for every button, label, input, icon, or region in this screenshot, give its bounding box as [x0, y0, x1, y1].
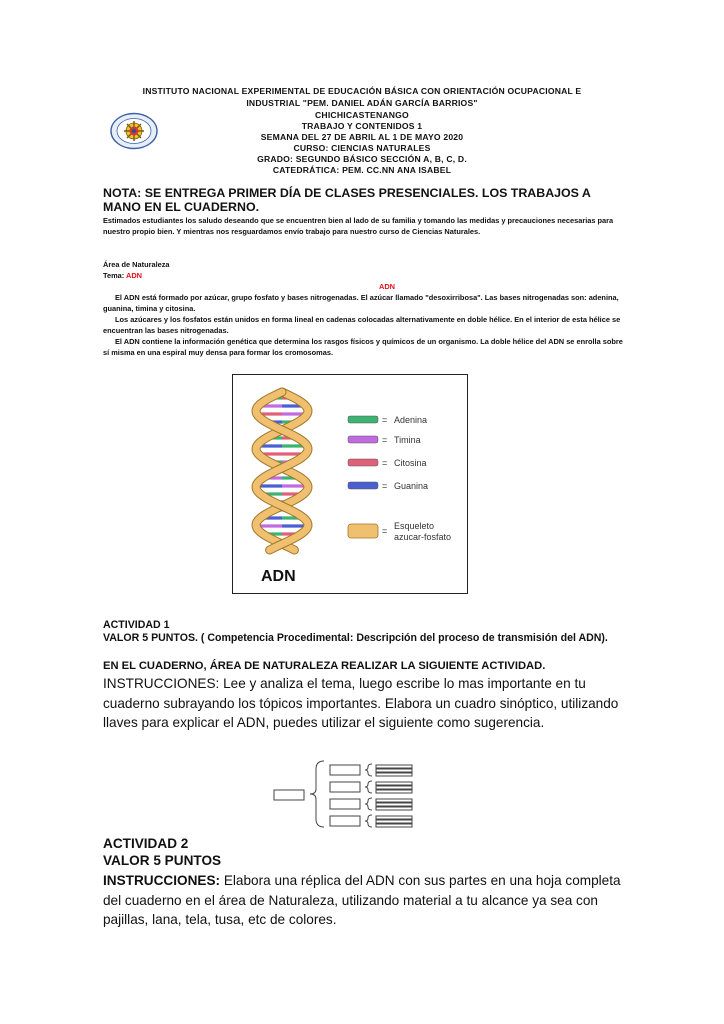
legend-swatch — [348, 436, 378, 443]
small-brace — [365, 781, 372, 793]
svg-text:=: = — [382, 415, 388, 425]
legend-label: Citosina — [394, 458, 427, 468]
actividad1-instrucciones: INSTRUCCIONES: Lee y analiza el tema, luego escribe lo mas importante en tu cuaderno subrayando los tópicos importantes. Elabora un cuadro sinóptico, utilizando llaves para explicar el ADN, puedes utilizar el siguiente como sugerencia. — [103, 676, 619, 730]
placeholder-line — [376, 782, 412, 785]
actividad2-instr-text: Elabora una réplica del ADN con sus partes en una hoja completa del cuaderno en el área de Naturaleza, utilizando material a tu alcance ya sea con pajillas, lana, tela, tusa, etc de colores. — [103, 873, 621, 927]
header-line: CATEDRÁTICA: PEM. CC.NN ANA ISABEL — [272, 165, 452, 175]
legend-label: azucar-fosfato — [394, 532, 452, 542]
placeholder-line — [376, 803, 412, 806]
header-line: TRABAJO Y CONTENIDOS 1 — [301, 121, 423, 131]
legend-label: Esqueleto — [394, 521, 435, 531]
placeholder-line — [376, 807, 412, 810]
actividad1-cuaderno: EN EL CUADERNO, ÁREA DE NATURALEZA REALIZAR LA SIGUIENTE ACTIVIDAD. — [103, 660, 546, 672]
legend-label: Adenina — [394, 415, 428, 425]
content-paragraph: El ADN contiene la información genética que determina los rasgos físicos y químicos de un organismo. La doble hélice del ADN se enrolla sobre sí misma en una espiral muy densa para formar los cromosomas. — [103, 337, 623, 357]
school-seal-icon — [110, 112, 158, 150]
actividad1-title: ACTIVIDAD 1 — [103, 619, 170, 631]
placeholder-line — [376, 790, 412, 793]
placeholder-line — [376, 773, 412, 776]
header-line: CURSO: CIENCIAS NATURALES — [293, 143, 431, 153]
header-line: GRADO: SEGUNDO BÁSICO SECCIÓN A, B, C, D. — [257, 154, 467, 164]
header-line: INSTITUTO NACIONAL EXPERIMENTAL DE EDUCACIÓN BÁSICA CON ORIENTACIÓN OCUPACIONAL E — [142, 86, 582, 96]
tema-line — [103, 271, 142, 280]
nota-title: NOTA: SE ENTREGA PRIMER DÍA DE CLASES PRESENCIALES. LOS TRABAJOS A MANO EN EL CUADERNO. — [103, 186, 591, 214]
small-brace — [365, 764, 372, 776]
svg-text:=: = — [382, 481, 388, 491]
legend-swatch — [348, 459, 378, 466]
placeholder-line — [376, 820, 412, 823]
actividad2-valor: VALOR 5 PUNTOS — [103, 853, 222, 868]
content-paragraph: Los azúcares y los fosfatos están unidos en forma lineal en cadenas colocadas alternativamente en doble hélice. En el interior de esta hélice se encuentran las bases nitrogenadas. — [103, 315, 621, 335]
area-label: Área de Naturaleza — [103, 260, 170, 269]
placeholder-line — [376, 799, 412, 802]
legend-swatch — [348, 482, 378, 489]
legend-swatch — [348, 416, 378, 423]
actividad2-instrucciones — [103, 871, 623, 930]
dna-figure — [232, 374, 468, 594]
header-line: INDUSTRIAL "PEM. DANIEL ADÁN GARCÍA BARRIOS" — [246, 98, 478, 108]
tema-value: ADN — [126, 271, 143, 280]
content-paragraph: El ADN está formado por azúcar, grupo fosfato y bases nitrogenadas. El azúcar llamado "desoxirribosa". Las bases nitrogenadas son: adenina, guanina, timina y citosina. — [103, 293, 619, 313]
actividad2-title: ACTIVIDAD 2 — [103, 836, 189, 851]
synoptic-chart-diagram — [272, 757, 418, 831]
header-line: SEMANA DEL 27 DE ABRIL AL 1 DE MAYO 2020 — [260, 132, 464, 142]
actividad2-instr-label: INSTRUCCIONES: — [103, 873, 221, 888]
svg-text:=: = — [382, 458, 388, 468]
tema-label: Tema: — [103, 271, 125, 280]
actividad1-valor: VALOR 5 PUNTOS. ( Competencia Procedimental: Descripción del proceso de transmisión del ADN). — [103, 632, 608, 644]
greeting-text: Estimados estudiantes los saludo deseando que se encuentren bien al lado de su familia y tomando las medidas y precauciones necesarias para nuestro propio bien. Y mientras nos resguardamos envío trabajo para nuestro curso de Ciencias Naturales. — [103, 216, 614, 236]
svg-text:=: = — [382, 435, 388, 445]
svg-text:=: = — [382, 526, 388, 536]
placeholder-line — [376, 824, 412, 827]
small-brace — [365, 815, 372, 827]
placeholder-line — [376, 786, 412, 789]
header-line: CHICHICASTENANGO — [315, 110, 409, 120]
legend-label: Guanina — [394, 481, 429, 491]
placeholder-line — [376, 765, 412, 768]
legend-swatch — [348, 524, 378, 538]
content-heading: ADN — [378, 282, 395, 291]
legend-label: Timina — [394, 435, 421, 445]
small-brace — [365, 798, 372, 810]
placeholder-line — [376, 769, 412, 772]
figure-title: ADN — [261, 568, 296, 585]
placeholder-line — [376, 816, 412, 819]
